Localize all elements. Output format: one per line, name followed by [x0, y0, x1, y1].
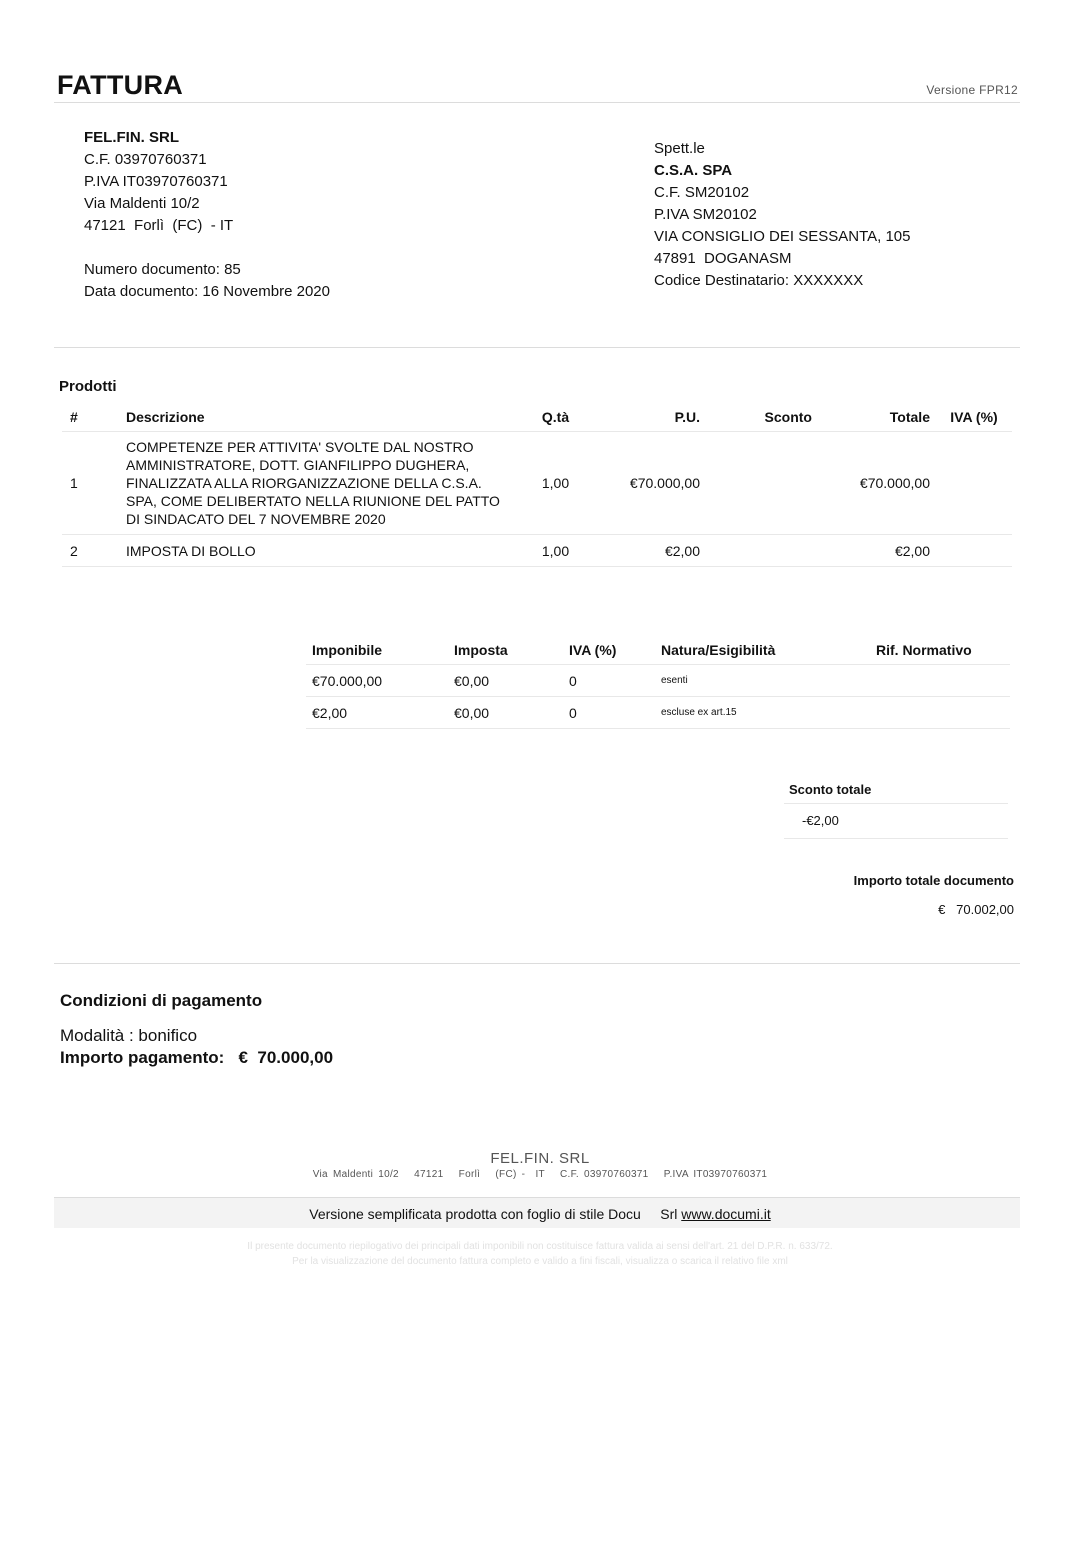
pagamento-title: Condizioni di pagamento: [60, 991, 263, 1010]
prodotti-header-row: [62, 403, 1012, 431]
col-header-rif: Rif. Normativo: [870, 636, 1010, 665]
row-rif: [870, 697, 1010, 729]
sender-name: FEL.FIN. SRL: [84, 129, 179, 146]
footer-credit-text: Versione semplificata prodotta con foglio di stile Docu Srl: [309, 1206, 682, 1222]
recipient-piva: P.IVA SM20102: [654, 206, 757, 223]
col-header-num: #: [70, 409, 78, 425]
row-sconto: [706, 431, 826, 535]
recipient-codice: Codice Destinatario: XXXXXXX: [654, 272, 864, 289]
row-qta: 1,00: [517, 535, 594, 567]
col-header-totale: Totale: [889, 409, 930, 425]
riepilogo-header-row: [306, 636, 1010, 665]
sender-address: Via Maldenti 10/2: [84, 195, 200, 212]
section-divider: [54, 347, 1020, 348]
row-qta: 1,00: [517, 431, 594, 535]
col-header-pu: P.U.: [674, 409, 700, 425]
row-iva: [936, 535, 1012, 567]
col-header-qta: Q.tà: [541, 409, 570, 425]
row-pu: €2,00: [594, 535, 706, 567]
footer-note: Il presente documento riepilogativo dei principali dati imponibili non costituisce fattura valida ai sensi dell'art. 21 del D.P.R. n. 633/72.: [247, 1241, 833, 1252]
documi-link[interactable]: www.documi.it: [681, 1206, 771, 1222]
row-num: 1: [62, 431, 114, 535]
pagamento-modalita: Modalità : bonifico: [60, 1026, 198, 1045]
col-header-iva: IVA (%): [563, 636, 655, 665]
table-row: [62, 431, 1012, 535]
row-sconto: [706, 535, 826, 567]
recipient-city: 47891 DOGANASM: [654, 250, 792, 267]
row-iva: [936, 431, 1012, 535]
document-title: FATTURA: [57, 70, 184, 100]
recipient-address: VIA CONSIGLIO DEI SESSANTA, 105: [654, 228, 911, 245]
row-imponibile: €70.000,00: [306, 665, 448, 697]
pagamento-importo: Importo pagamento: € 70.000,00: [60, 1048, 334, 1067]
table-row: [306, 665, 1010, 697]
recipient-block: [654, 138, 910, 292]
version-label: Versione FPR12: [926, 83, 1018, 97]
row-imposta: €0,00: [448, 697, 563, 729]
col-header-descrizione: Descrizione: [126, 409, 205, 425]
importo-totale-label: Importo totale documento: [853, 873, 1014, 888]
row-rif: [870, 665, 1010, 697]
document-number: Numero documento: 85: [84, 261, 241, 278]
row-iva: 0: [563, 697, 655, 729]
row-iva: 0: [563, 665, 655, 697]
col-header-sconto: Sconto: [764, 409, 812, 425]
row-natura: esenti: [655, 665, 870, 697]
row-imposta: €0,00: [448, 665, 563, 697]
sconto-totale-box: [784, 778, 1008, 839]
recipient-greeting: Spett.le: [654, 140, 705, 157]
sender-cf: C.F. 03970760371: [84, 151, 207, 168]
row-descrizione: IMPOSTA DI BOLLO: [114, 535, 517, 567]
row-num: 2: [62, 535, 114, 567]
header-divider: [54, 102, 1020, 103]
sender-piva: P.IVA IT03970760371: [84, 173, 228, 190]
row-descrizione: COMPETENZE PER ATTIVITA' SVOLTE DAL NOSTRO AMMINISTRATORE, DOTT. GIANFILIPPO DUGHERA, FINALIZZATA ALLA RIORGANIZZAZIONE DELLA C.S.A. SPA, COME DELIBERTATO NELLA RIUNIONE DEL PATTO DI SINDACATO DEL 7 NOVEMBRE 2020: [114, 431, 517, 535]
sconto-totale-value: -€2,00: [784, 804, 1008, 839]
table-row: [62, 535, 1012, 567]
footer-company-address: Via Maldenti 10/2 47121 Forlì (FC) - IT C.F. 03970760371 P.IVA IT03970760371: [312, 1169, 768, 1180]
recipient-cf: C.F. SM20102: [654, 184, 750, 201]
footer-note: Per la visualizzazione del documento fattura completo e valido a fini fiscali, visualizza o scarica il relativo file xml: [292, 1256, 788, 1267]
footer-credit: [0, 1206, 1080, 1222]
row-pu: €70.000,00: [594, 431, 706, 535]
row-totale: €2,00: [826, 535, 936, 567]
document-info: [84, 259, 330, 303]
col-header-imponibile: Imponibile: [306, 636, 448, 665]
col-header-imposta: Imposta: [448, 636, 563, 665]
importo-totale-value: € 70.002,00: [938, 902, 1014, 917]
riepilogo-iva-table: [306, 636, 1010, 729]
col-header-natura: Natura/Esigibilità: [655, 636, 870, 665]
prodotti-table: [62, 403, 1012, 567]
table-row: [306, 697, 1010, 729]
row-natura: escluse ex art.15: [655, 697, 870, 729]
document-date: Data documento: 16 Novembre 2020: [84, 283, 330, 300]
row-imponibile: €2,00: [306, 697, 448, 729]
footer-company-name: FEL.FIN. SRL: [490, 1150, 590, 1167]
section-divider: [54, 963, 1020, 964]
sconto-totale-label: Sconto totale: [784, 778, 1008, 804]
sender-city: 47121 Forlì (FC) - IT: [84, 217, 234, 234]
sender-block: [84, 127, 233, 237]
row-totale: €70.000,00: [826, 431, 936, 535]
prodotti-title: Prodotti: [59, 378, 117, 395]
recipient-name: C.S.A. SPA: [654, 162, 733, 179]
col-header-iva: IVA (%): [950, 409, 998, 425]
